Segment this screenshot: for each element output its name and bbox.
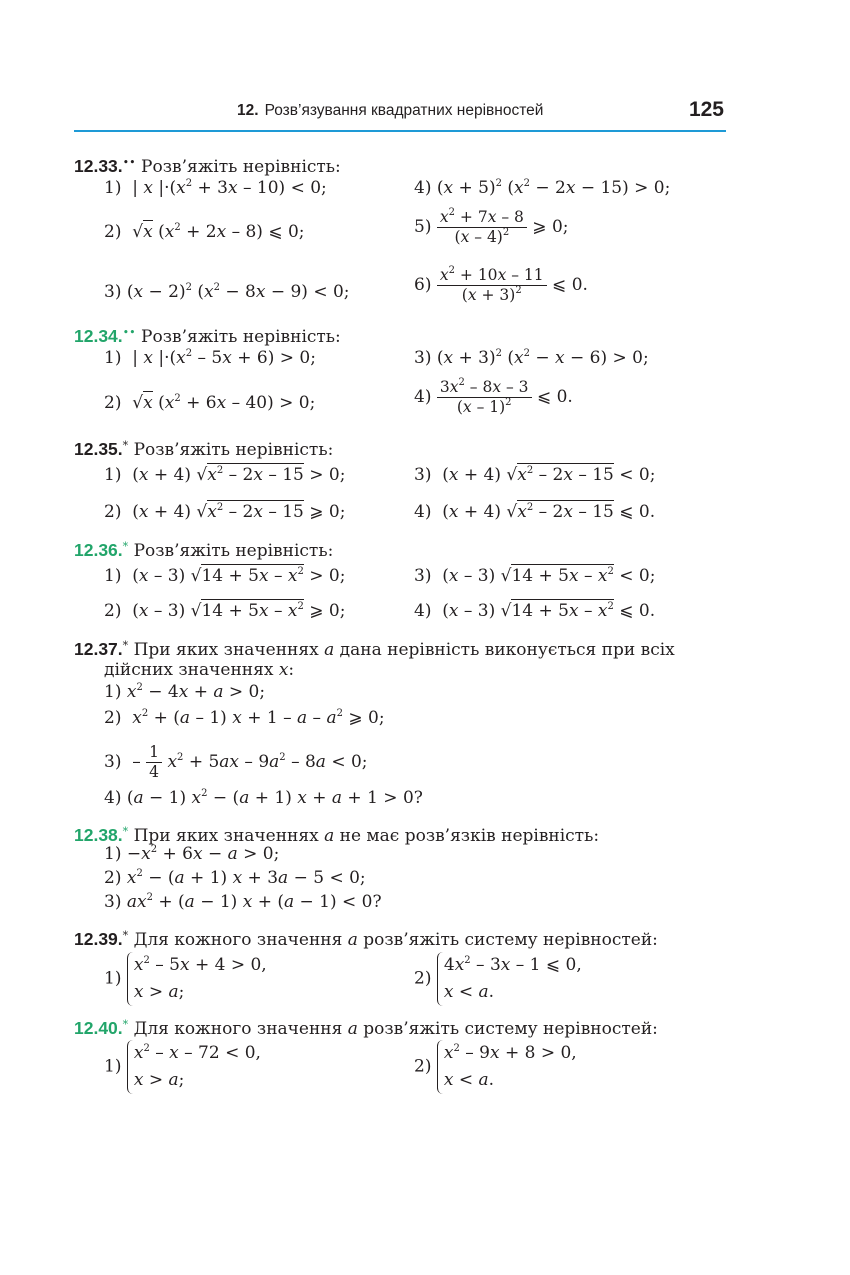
exercise-12-35-3: 3) (x + 4) $√x^2 - 2x - 15 < 0$;: [414, 465, 656, 485]
exercise-12-34-3: 3) $(x + 3)^2$ $(x^2 - x - 6) > 0$;: [414, 348, 649, 368]
exercise-12-38-1: $1) -x^2 + 6x - a > 0$;: [104, 844, 280, 864]
exercise-12-33-2: 2) √x $(x^2 + 2x - 8)$ ⩽ 0;: [104, 222, 305, 242]
exercise-12-33-5: 5) $\frac{x^2 + 7x - 8}{(x - 4)^2}$ ⩾ 0;: [414, 207, 569, 246]
exercise-12-33-1: 1) | x $|\cdot(x^2 + 3x - 10) < 0$;: [104, 178, 327, 198]
problem-12-36-heading: 12.36.* Розв’яжіть нерівність:: [74, 540, 334, 561]
exercise-12-37-2: 2) $x^2 + (a - 1) x + 1 - a - a^2$ ⩾ 0;: [104, 708, 385, 728]
exercise-12-39-1: 1) $x^2 - 5x + 4 > 0$, x > a;: [104, 952, 267, 1006]
exercise-12-39-2: 2) $4x^2 - 3x - 1$ ⩽ 0, x < a.: [414, 952, 582, 1006]
exercise-12-35-4: 4) (x + 4) $√x^2 - 2x - 15$ ⩽ 0.: [414, 502, 656, 522]
exercise-12-38-2: 2) $x^2 - (a + 1) x + 3a - 5 < 0$;: [104, 868, 366, 888]
problem-12-39-heading: 12.39.* Для кожного значення a розв’яжіть систему нерівностей:: [74, 929, 658, 950]
problem-12-38-heading: 12.38.* При яких значеннях a не має розв’язків нерівність:: [74, 825, 600, 846]
exercise-12-34-2: 2) √x $(x^2 + 6x - 40) > 0$;: [104, 393, 316, 413]
exercise-12-35-1: 1) (x + 4) $√x^2 - 2x - 15 > 0$;: [104, 465, 346, 485]
problem-12-37-line2: дійсних значеннях x:: [104, 660, 295, 680]
chapter-title: 12. Розв’язування квадратних нерівностей: [237, 102, 544, 119]
exercise-12-36-4: 4) (x – 3) $√14 + 5x - x^2$ ⩽ 0.: [414, 601, 656, 621]
exercise-12-35-2: 2) (x + 4) $√x^2 - 2x - 15$ ⩾ 0;: [104, 502, 346, 522]
problem-12-33-heading: 12.33.•• Розв’яжіть нерівність:: [74, 156, 341, 177]
exercise-12-33-3: 3) $(x - 2)^2$ $(x^2 - 8x - 9) < 0$;: [104, 282, 350, 302]
page-number: 125: [688, 98, 724, 121]
exercise-12-34-1: 1) | x $|\cdot(x^2 - 5x + 6) > 0$;: [104, 348, 316, 368]
problem-12-34-heading: 12.34.•• Розв’яжіть нерівність:: [74, 326, 341, 347]
exercise-12-37-3: 3) – $\frac{1}{4}$ $x^2 + 5ax - 9a^2 - 8a < 0$;: [104, 743, 368, 781]
exercise-12-37-4: 4) (a − 1) $x^2 - (a + 1) x + a + 1 > 0$?: [104, 788, 423, 808]
exercise-12-36-2: 2) (x – 3) $√14 + 5x - x^2$ ⩾ 0;: [104, 601, 346, 621]
exercise-12-38-3: 3) $ax^2 + (a - 1) x + (a - 1) < 0$?: [104, 892, 382, 912]
exercise-12-36-3: 3) (x – 3) $√14 + 5x - x^2 < 0$;: [414, 566, 656, 586]
exercise-12-33-4: 4) $(x + 5)^2$ $(x^2 - 2x - 15) > 0$;: [414, 178, 671, 198]
exercise-12-34-4: 4) $\frac{3x^2 - 8x - 3}{(x - 1)^2}$ ⩽ 0.: [414, 377, 573, 416]
exercise-12-37-1: 1) $x^2 - 4x + a > 0$;: [104, 682, 266, 702]
exercise-12-40-1: 1) $x^2 - x - 72 < 0$, x > a;: [104, 1040, 261, 1094]
exercise-12-33-6: 6) $\frac{x^2 + 10x - 11}{(x + 3)^2}$ ⩽ 0.: [414, 265, 588, 304]
problem-12-37-heading: 12.37.* При яких значеннях a дана нерівність виконується при всіх: [74, 639, 675, 660]
exercise-12-36-1: 1) (x – 3) $√14 + 5x - x^2 > 0$;: [104, 566, 346, 586]
exercise-12-40-2: 2) $x^2 - 9x + 8 > 0$, x < a.: [414, 1040, 577, 1094]
problem-12-35-heading: 12.35.* Розв’яжіть нерівність:: [74, 439, 334, 460]
page-header: [74, 96, 726, 132]
problem-12-40-heading: 12.40.* Для кожного значення a розв’яжіть систему нерівностей:: [74, 1018, 658, 1039]
